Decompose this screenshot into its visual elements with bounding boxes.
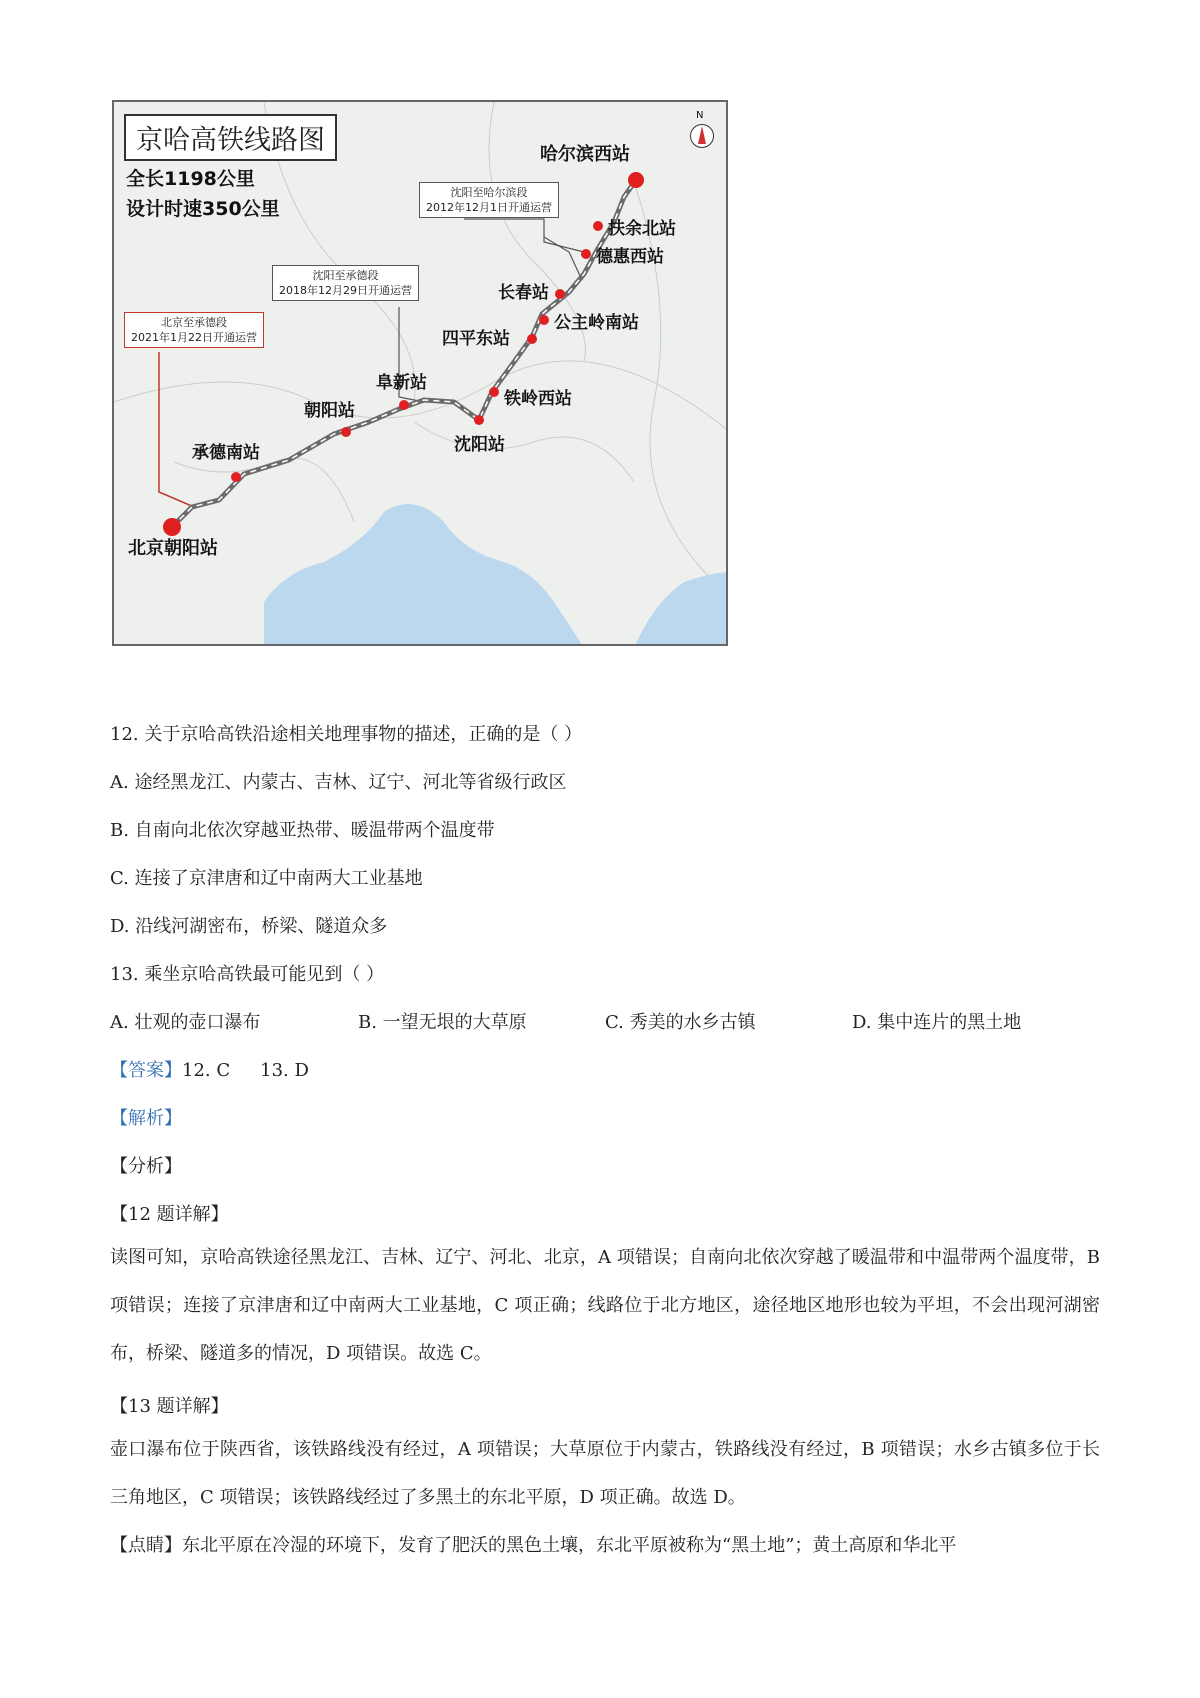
- dianjing-label: 【点睛】: [110, 1535, 182, 1556]
- map-total-length: 全长1198公里: [126, 168, 255, 190]
- dianjing-text: 东北平原在冷湿的环境下，发育了肥沃的黑色土壤，东北平原被称为“黑土地”；黄土高原和华北平: [182, 1535, 957, 1556]
- station-chaoyang: 朝阳站: [304, 401, 355, 421]
- q12-option-c: C. 连接了京津唐和辽中南两大工业基地: [110, 868, 423, 889]
- compass-icon: N: [688, 110, 716, 156]
- detail13-label: 【13 题详解】: [110, 1396, 229, 1417]
- q13-option-d: D. 集中连片的黑土地: [852, 1012, 1022, 1033]
- q13-option-a: A. 壮观的壶口瀑布: [110, 1012, 261, 1033]
- detail12-label: 【12 题详解】: [110, 1204, 229, 1225]
- connector-beijing-chengde: [159, 352, 194, 507]
- station-shenyang: 沈阳站: [454, 435, 505, 455]
- station-harbin-west: 哈尔滨西站: [540, 144, 630, 165]
- answer-q12: 12. C: [182, 1060, 231, 1081]
- map-title: 京哈高铁线路图: [124, 114, 337, 161]
- q12-option-d: D. 沿线河湖密布，桥梁、隧道众多: [110, 916, 388, 937]
- map-design-speed: 设计时速350公里: [126, 198, 280, 220]
- answer-q13: 13. D: [260, 1060, 309, 1081]
- sea-yellow: [634, 572, 728, 646]
- station-dot-gongzhuling: [539, 315, 549, 325]
- station-dehui-west: 德惠西站: [596, 247, 664, 267]
- segment-box-shenyang-harbin: 沈阳至哈尔滨段 2012年12月1日开通运营: [419, 182, 559, 218]
- station-dot-shenyang: [474, 415, 484, 425]
- station-dot-dehui: [581, 249, 591, 259]
- q12-stem: 12. 关于京哈高铁沿途相关地理事物的描述，正确的是（ ）: [110, 724, 583, 745]
- station-tieling-west: 铁岭西站: [504, 389, 572, 409]
- route-line: [172, 180, 636, 527]
- q12-option-b: B. 自南向北依次穿越亚热带、暖温带两个温度带: [110, 820, 495, 841]
- station-gongzhuling-south: 公主岭南站: [554, 313, 639, 333]
- analysis-label: 【解析】: [110, 1108, 182, 1129]
- station-changchun: 长春站: [498, 283, 549, 303]
- q13-option-c: C. 秀美的水乡古镇: [605, 1012, 756, 1033]
- station-dot-fuxin: [399, 400, 409, 410]
- dianjing-paragraph: [110, 1522, 1100, 1570]
- station-dot-chengde: [231, 472, 241, 482]
- q12-option-a: A. 途经黑龙江、内蒙古、吉林、辽宁、河北等省级行政区: [110, 772, 567, 793]
- station-fuxin: 阜新站: [376, 373, 427, 393]
- station-dot-tieling: [489, 387, 499, 397]
- segment-box-beijing-chengde: 北京至承德段 2021年1月22日开通运营: [124, 312, 264, 348]
- station-siping-east: 四平东站: [442, 329, 510, 349]
- answer-label: 【答案】: [110, 1060, 182, 1081]
- station-dot-chaoyang: [341, 427, 351, 437]
- segment-box-shenyang-chengde: 沈阳至承德段 2018年12月29日开通运营: [272, 265, 419, 301]
- detail12-text: 读图可知，京哈高铁途径黑龙江、吉林、辽宁、河北、北京，A 项错误；自南向北依次穿越了暖温带和中温带两个温度带，B 项错误；连接了京津唐和辽中南两大工业基地，C 项正确；线路位于北方地区，途径地区地形也较为平坦，不会出现河湖密布，桥梁、隧道多的情况，D 项错误。故选 C。: [110, 1247, 1100, 1364]
- fenxi-label: 【分析】: [110, 1156, 182, 1177]
- station-dot-harbin: [628, 172, 644, 188]
- q13-stem: 13. 乘坐京哈高铁最可能见到（ ）: [110, 964, 385, 985]
- sea-bohai: [264, 504, 584, 646]
- route-map: [112, 100, 728, 646]
- detail13-text: 壶口瀑布位于陕西省，该铁路线没有经过，A 项错误；大草原位于内蒙古，铁路线没有经过，B 项错误；水乡古镇多位于长三角地区，C 项错误；该铁路线经过了多黑土的东北平原，D 项正确。故选 D。: [110, 1439, 1100, 1508]
- station-dot-changchun: [555, 289, 565, 299]
- station-dot-siping: [527, 334, 537, 344]
- station-dot-fuyu: [593, 221, 603, 231]
- station-beijing-chaoyang: 北京朝阳站: [128, 538, 218, 559]
- station-chengde-south: 承德南站: [192, 443, 260, 463]
- q13-option-b: B. 一望无垠的大草原: [358, 1012, 527, 1033]
- station-fuyu-north: 扶余北站: [608, 219, 676, 239]
- answer-line: [110, 1056, 309, 1082]
